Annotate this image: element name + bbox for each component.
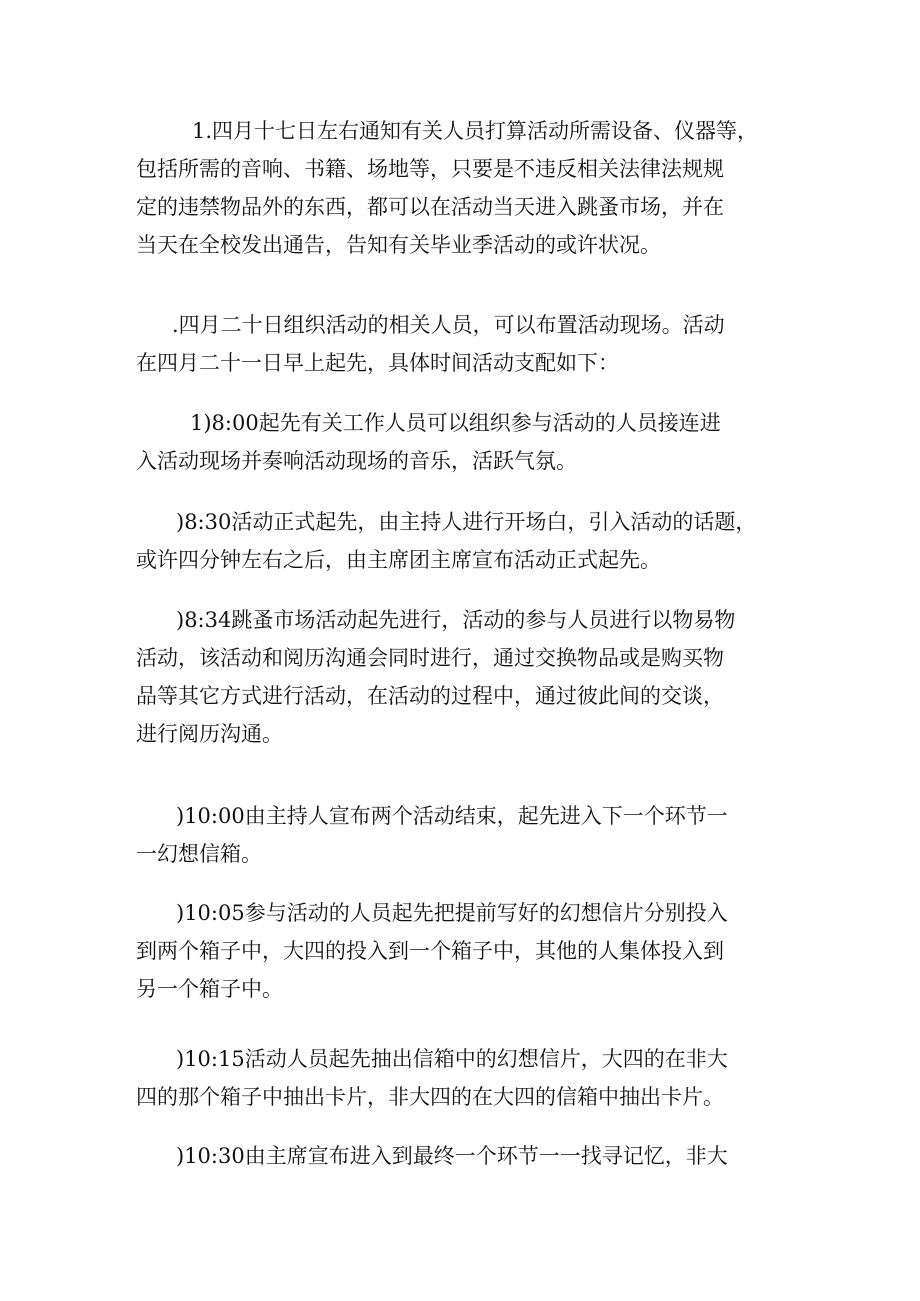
paragraph-5 (136, 601, 796, 753)
text-line: 活动，该活动和阅历沟通会同时进行，通过交换物品或是购买物 (136, 646, 724, 670)
text-line: 进行阅历沟通。 (136, 722, 283, 746)
text-line: 品等其它方式进行活动，在活动的过程中，通过彼此间的交谈， (136, 684, 724, 708)
text-line: 1.四月十七日左右通知有关人员打算活动所需设备、仪器等， (192, 119, 759, 143)
text-line: 定的违禁物品外的东西，都可以在活动当天进入跳蚤市场，并在 (136, 195, 724, 219)
paragraph-9 (136, 1137, 796, 1175)
text-line: )10:15活动人员起先抽出信箱中的幻想信片，大四的在非大 (176, 1047, 728, 1071)
text-line: )8:30活动正式起先，由主持人进行开场白，引入活动的话题， (176, 510, 757, 534)
text-line: 到两个箱子中，大四的投入到一个箱子中，其他的人集体投入到 (136, 939, 724, 963)
text-line: 入活动现场并奏响活动现场的音乐，活跃气氛。 (136, 449, 577, 473)
text-line: )10:30由主席宣布进入到最终一个环节一一找寻记忆，非大 (176, 1144, 728, 1168)
text-line: )8:34跳蚤市场活动起先进行，活动的参与人员进行以物易物 (176, 608, 736, 632)
paragraph-6 (136, 797, 796, 873)
text-line: 在四月二十一日早上起先，具体时间活动支配如下： (136, 351, 619, 375)
paragraph-8 (136, 1040, 796, 1116)
text-line: 四的那个箱子中抽出卡片，非大四的在大四的信箱中抽出卡片。 (136, 1085, 724, 1109)
text-line: .四月二十日组织活动的相关人员，可以布置活动现场。活动 (172, 313, 725, 337)
text-line: )10:05参与活动的人员起先把提前写好的幻想信片分别投入 (176, 901, 728, 925)
text-line: 另一个箱子中。 (136, 977, 283, 1001)
paragraph-2 (136, 306, 796, 382)
paragraph-4 (136, 503, 796, 579)
text-line: 或许四分钟左右之后，由主席团主席宣布活动正式起先。 (136, 548, 661, 572)
paragraph-1 (136, 112, 796, 264)
text-line: )10:00由主持人宣布两个活动结束，起先进入下一个环节一 (176, 804, 728, 828)
text-line: 当天在全校发出通告，告知有关毕业季活动的或许状况。 (136, 233, 661, 257)
text-line: 包括所需的音响、书籍、场地等，只要是不违反相关法律法规规 (136, 157, 724, 181)
text-line: 1)8:00起先有关工作人员可以组织参与活动的人员接连进 (190, 411, 721, 435)
paragraph-7 (136, 894, 796, 1008)
paragraph-3 (136, 404, 796, 480)
text-line: 一幻想信箱。 (136, 842, 262, 866)
